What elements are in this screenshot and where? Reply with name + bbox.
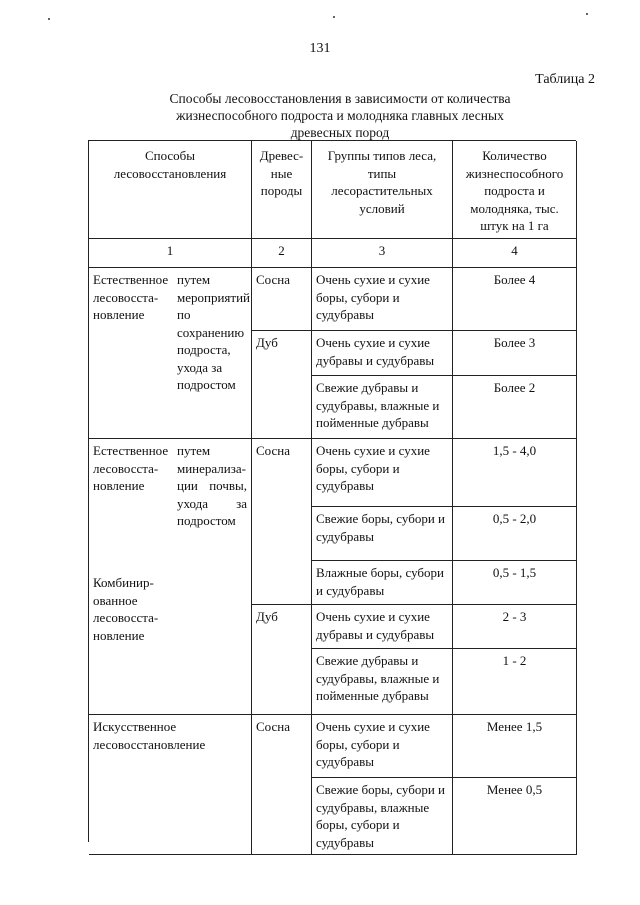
conditions-cell: Свежие дубравы и судубравы, влажные и пойменные дубравы: [312, 376, 453, 439]
method-combined-label: Комбиниp- ованное лесовосста- новление: [93, 575, 159, 643]
column-number: 1: [89, 239, 252, 268]
conditions-cell: Очень сухие и сухие боры, субори и судубравы: [312, 439, 453, 507]
header-forest-types: Группы типов леса, типы лесорастительных условий: [312, 141, 453, 239]
method-natural-label: Естественное лесовосста- новление: [93, 443, 169, 493]
page-number: 131: [309, 41, 331, 56]
header-methods: Способы лесовосстановления: [89, 141, 252, 239]
amount-cell: 0,5 - 1,5: [453, 561, 577, 605]
species-cell: Сосна: [252, 715, 312, 855]
header-species: Древес- ные породы: [252, 141, 312, 239]
amount-cell: Менее 0,5: [453, 778, 577, 855]
amount-cell: Менее 1,5: [453, 715, 577, 778]
conditions-cell: Очень сухие и сухие дубравы и судубравы: [312, 331, 453, 376]
amount-cell: 0,5 - 2,0: [453, 507, 577, 561]
method-cell: Искусственное лесовосстановление: [89, 715, 252, 855]
conditions-cell: Свежие боры, субори и судубравы, влажные боры, субори и судубравы: [312, 778, 453, 855]
column-number: 3: [312, 239, 453, 268]
conditions-cell: Очень сухие и сухие дубравы и судубравы: [312, 605, 453, 649]
scan-speck: [586, 13, 588, 15]
method-detail-cell: путем мероприятий по сохранению подроста, ухода за подростом: [173, 268, 252, 439]
method-detail-cell: путем минерализа- ции почвы, ухода за подростом: [173, 439, 252, 715]
conditions-cell: Очень сухие и сухие боры, субори и судубравы: [312, 715, 453, 778]
table-title: Способы лесовосстановления в зависимости от количества жизнеспособного подроста и молодняка главных лесных древесных пород: [169, 91, 511, 140]
column-number: 2: [252, 239, 312, 268]
species-cell: Дуб: [252, 605, 312, 715]
species-cell: Дуб: [252, 331, 312, 439]
amount-cell: Более 4: [453, 268, 577, 331]
scan-speck: [333, 16, 335, 18]
column-number: 4: [453, 239, 577, 268]
amount-cell: Более 3: [453, 331, 577, 376]
table-label: Таблица 2: [535, 72, 595, 87]
conditions-cell: Свежие дубравы и судубравы, влажные и пойменные дубравы: [312, 649, 453, 715]
reforestation-table: [88, 140, 576, 850]
amount-cell: 2 - 3: [453, 605, 577, 649]
method-cell: [89, 439, 173, 715]
species-cell: Сосна: [252, 268, 312, 331]
conditions-cell: Очень сухие и сухие боры, субори и судубравы: [312, 268, 453, 331]
amount-cell: 1,5 - 4,0: [453, 439, 577, 507]
conditions-cell: Свежие боры, субори и судубравы: [312, 507, 453, 561]
amount-cell: 1 - 2: [453, 649, 577, 715]
method-cell: Естественное лесовосста- новление: [89, 268, 173, 439]
scan-speck: [48, 18, 50, 20]
header-amount: Количество жизнеспособного подроста и молодняка, тыс. штук на 1 га: [453, 141, 577, 239]
conditions-cell: Влажные боры, субори и судубравы: [312, 561, 453, 605]
amount-cell: Более 2: [453, 376, 577, 439]
species-cell: Сосна: [252, 439, 312, 605]
